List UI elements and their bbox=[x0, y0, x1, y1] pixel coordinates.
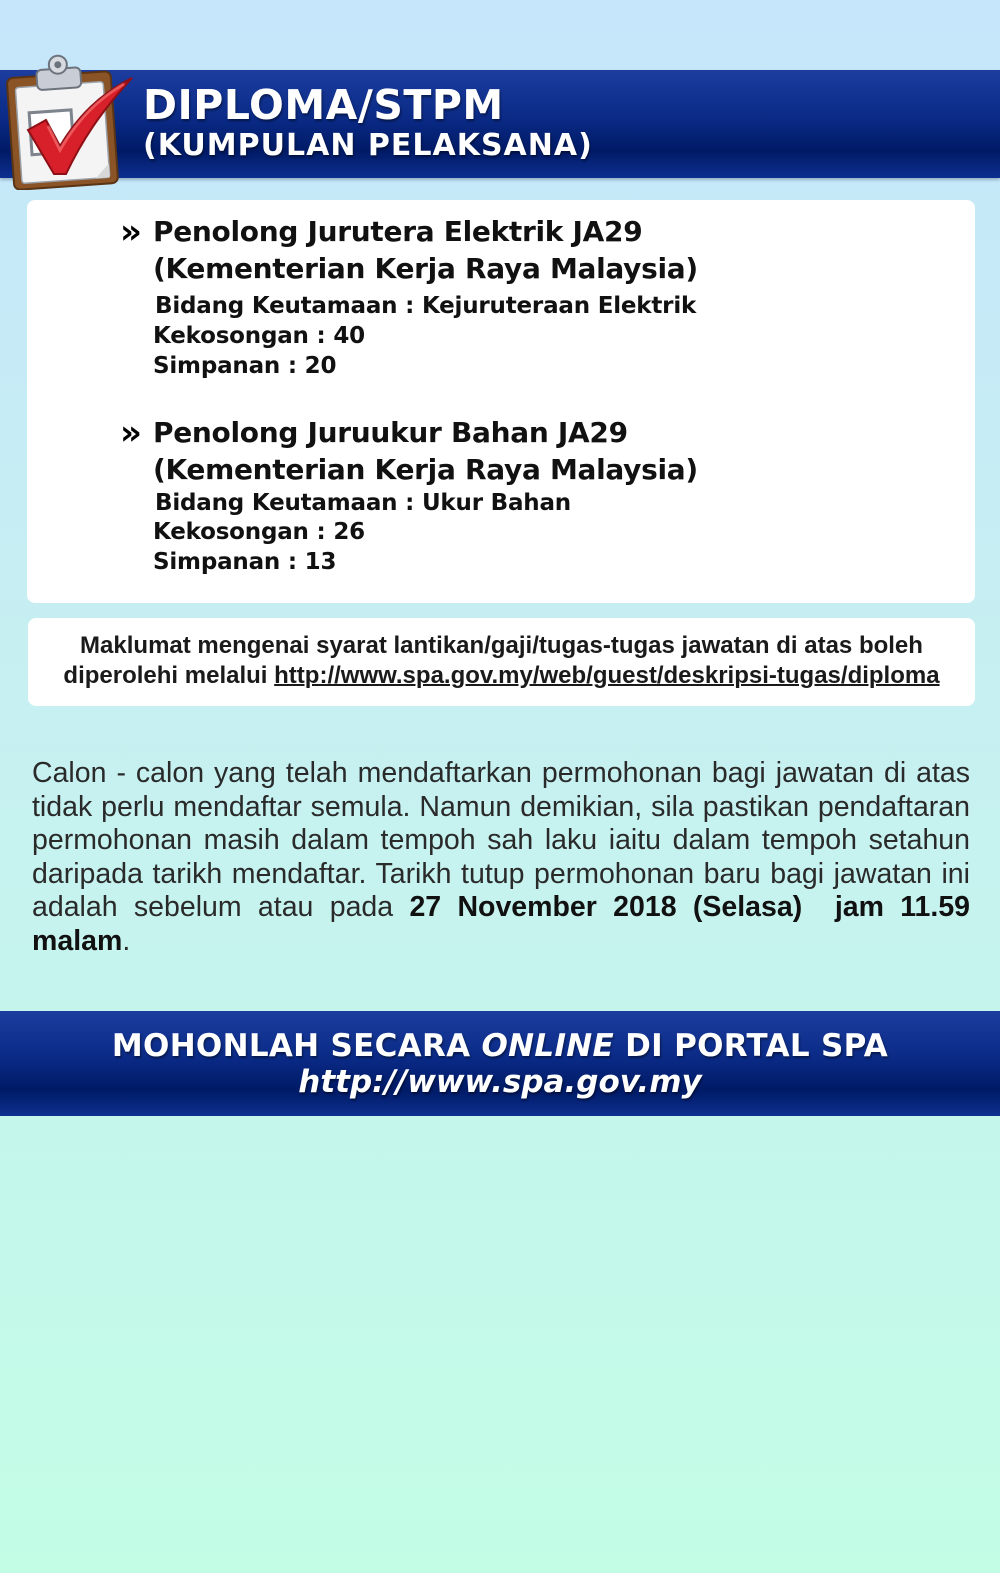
job-vacancy: Kekosongan : 26 bbox=[153, 519, 365, 545]
info-text-prefix: diperolehi melalui bbox=[63, 662, 275, 689]
job-title: Penolong Juruukur Bahan JA29 bbox=[153, 416, 628, 449]
footer-cta-prefix: MOHONLAH SECARA bbox=[111, 1028, 482, 1064]
page-subtitle: (KUMPULAN PELAKSANA) bbox=[143, 128, 593, 163]
job-ministry: (Kementerian Kerja Raya Malaysia) bbox=[153, 453, 698, 486]
job-title: Penolong Jurutera Elektrik JA29 bbox=[153, 215, 643, 248]
footer-cta-online: ONLINE bbox=[481, 1028, 615, 1064]
info-text-link-line bbox=[28, 661, 975, 691]
job-field: Bidang Keutamaan : Kejuruteraan Elektrik bbox=[155, 293, 697, 319]
clipboard-check-icon bbox=[0, 34, 140, 190]
job-reserve: Simpanan : 20 bbox=[153, 353, 337, 379]
notice-paragraph bbox=[32, 757, 970, 958]
deadline-time: jam 11.59 malam bbox=[32, 891, 971, 957]
page-title: DIPLOMA/STPM bbox=[143, 81, 504, 129]
jobs-card bbox=[27, 200, 975, 603]
info-text: Maklumat mengenai syarat lantikan/gaji/tugas-tugas jawatan di atas boleh bbox=[80, 632, 923, 659]
job-field: Bidang Keutamaan : Ukur Bahan bbox=[155, 490, 571, 516]
job-description-link[interactable]: http://www.spa.gov.my/web/guest/deskripsi-tugas/diploma bbox=[274, 662, 940, 689]
job-ministry: (Kementerian Kerja Raya Malaysia) bbox=[153, 252, 698, 285]
job-vacancy: Kekosongan : 40 bbox=[153, 323, 365, 349]
deadline-date: 27 November 2018 bbox=[409, 891, 677, 923]
footer-cta-suffix: DI PORTAL SPA bbox=[614, 1028, 889, 1064]
chevron-right-icon: » bbox=[120, 413, 136, 453]
notice-end: . bbox=[122, 924, 131, 957]
notice-text: Calon - calon yang telah mendaftarkan permohonan bagi jawatan di atas tidak perlu mendaftar semula. Namun demikian, sila pastikan pendaftaran permohonan masih dalam tempoh sah laku iaitu dalam tempoh setahun daripada tarikh mendaftar. Tarikh tutup permohonan baru bagi jawatan ini adalah sebelum atau pada bbox=[32, 757, 970, 923]
info-card bbox=[28, 618, 975, 706]
job-reserve: Simpanan : 13 bbox=[153, 549, 337, 575]
deadline-day: (Selasa) bbox=[692, 891, 803, 923]
portal-link[interactable]: http://www.spa.gov.my bbox=[298, 1064, 702, 1100]
chevron-right-icon: » bbox=[120, 212, 136, 252]
footer-cta bbox=[0, 1026, 1000, 1066]
